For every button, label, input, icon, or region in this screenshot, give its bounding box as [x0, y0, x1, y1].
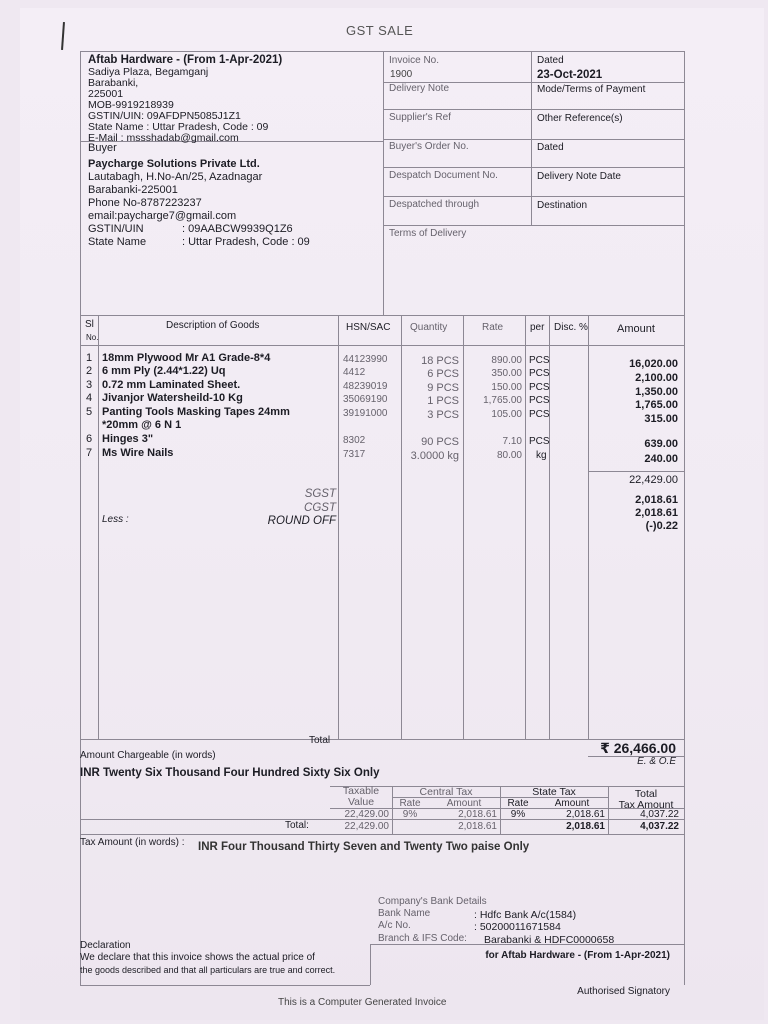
buyer-block	[88, 142, 310, 249]
document-title: GST SALE	[346, 23, 414, 38]
item-desc-2: *20mm @ 6 N 1	[102, 419, 182, 431]
top-border	[80, 51, 684, 52]
tax-row-central-rate: 9%	[402, 809, 418, 820]
meta-row5	[383, 196, 684, 197]
right-border	[684, 51, 685, 985]
item-amount: 315.00	[644, 413, 678, 425]
item-amount: 2,100.00	[635, 372, 678, 384]
item-amount: 1,350.00	[635, 386, 678, 398]
meta-row4	[383, 167, 684, 168]
header-rate: Rate	[482, 322, 504, 333]
subtotal-amount: 22,429.00	[629, 474, 678, 486]
state-rate-header: Rate	[507, 798, 529, 809]
seller-name: Aftab Hardware - (From 1-Apr-2021)	[88, 54, 283, 66]
item-desc: 6 mm Ply (2.44*1.22) Uq	[102, 365, 226, 377]
item-rate: 890.00	[491, 355, 522, 366]
buyer-line: Phone No-8787223237	[88, 197, 202, 209]
header-no: No.	[86, 333, 99, 342]
item-desc: Jivanjor Watersheild-10 Kg	[102, 392, 243, 404]
bank-name-value: : Hdfc Bank A/c(1584)	[474, 909, 577, 921]
invoice-date: 23-Oct-2021	[537, 69, 603, 81]
item-rate: 105.00	[491, 409, 522, 420]
item-amount: 240.00	[644, 453, 678, 465]
delivery-note-label: Delivery Note	[389, 83, 450, 94]
delivery-note-date-label: Delivery Note Date	[537, 171, 621, 182]
taxable-h2: Value	[347, 796, 375, 808]
total-tax-h1: Total	[634, 788, 658, 800]
other-refs-label: Other Reference(s)	[537, 113, 623, 124]
sgst-label: SGST	[304, 488, 336, 500]
suppliers-ref-label: Supplier's Ref	[389, 112, 451, 123]
declaration-line: the goods described and that all particulars are true and correct.	[80, 965, 336, 975]
central-tax-header: Central Tax	[419, 786, 473, 798]
meta-row3	[383, 139, 684, 140]
central-rate-header: Rate	[399, 798, 421, 809]
item-sl: 3	[86, 379, 93, 391]
grand-total-line	[588, 756, 684, 757]
invoice-no-label: Invoice No.	[389, 55, 440, 66]
tax-total-taxable: 22,429.00	[344, 821, 389, 832]
subtotal-line	[588, 471, 684, 472]
item-per: PCS	[529, 368, 550, 379]
tax-total-central-amount: 2,018.61	[458, 821, 497, 832]
item-per: kg	[536, 450, 547, 461]
words-label: Amount Chargeable (in words)	[80, 750, 216, 761]
item-rate: 80.00	[496, 450, 522, 461]
header-amount: Amount	[617, 323, 655, 335]
taxable-h1: Taxable	[342, 785, 380, 797]
item-sl: 1	[86, 352, 93, 364]
grand-total: ₹ 26,466.00	[600, 740, 676, 756]
tax-words-label: Tax Amount (in words) :	[80, 837, 185, 848]
total-label: Total	[309, 735, 331, 746]
state-amount-header: Amount	[554, 798, 590, 809]
buyer-line: Lautabagh, H.No-An/25, Azadnagar	[88, 171, 263, 183]
item-hsn: 39191000	[343, 408, 388, 419]
seller-line: 225001	[88, 88, 124, 100]
item-per: PCS	[529, 355, 550, 366]
tax-row-state-rate: 9%	[510, 809, 526, 820]
header-disc: Disc. %	[554, 322, 588, 333]
col-desc	[338, 315, 339, 739]
cgst-amount: 2,018.61	[635, 507, 678, 519]
item-desc: 18mm Plywood Mr A1 Grade-8*4	[102, 352, 271, 364]
item-hsn: 35069190	[343, 394, 388, 405]
buyer-line: email:paycharge7@gmail.com	[88, 210, 237, 222]
despatch-doc-label: Despatch Document No.	[389, 170, 498, 181]
seller-line: GSTIN/UIN: 09AFDPN5085J1Z1	[88, 110, 241, 122]
item-qty: 90 PCS	[421, 436, 459, 448]
item-qty: 3.0000 kg	[410, 450, 459, 462]
eoe-label: E. & O.E	[637, 756, 676, 767]
buyer-state-label: State Name	[88, 236, 147, 248]
despatched-through-label: Despatched through	[389, 199, 480, 210]
item-desc: Hinges 3"	[102, 433, 154, 445]
seller-line: MOB-9919218939	[88, 99, 174, 111]
item-hsn: 8302	[343, 435, 366, 446]
header-qty: Quantity	[410, 322, 448, 333]
bank-branch-value: Barabanki & HDFC0000658	[484, 934, 615, 946]
bank-branch-label: Branch & IFS Code:	[378, 933, 467, 944]
item-hsn: 4412	[343, 367, 366, 378]
item-amount: 639.00	[644, 438, 678, 450]
buyer-gstin-value: : 09AABCW9939Q1Z6	[182, 223, 293, 235]
invoice-no: 1900	[390, 69, 413, 80]
meta-row2	[383, 109, 684, 110]
seller-line: Barabanki,	[88, 77, 139, 89]
table-top-border	[80, 315, 684, 316]
header-per: per	[530, 322, 545, 333]
buyer-line: Barabanki-225001	[88, 184, 178, 196]
item-qty: 9 PCS	[427, 382, 459, 394]
buyers-order-label: Buyer's Order No.	[389, 141, 469, 152]
header-hsn: HSN/SAC	[346, 322, 391, 333]
signature-for: for Aftab Hardware - (From 1-Apr-2021)	[485, 950, 670, 961]
state-tax-header: State Tax	[532, 786, 576, 798]
signature-divider	[370, 944, 371, 985]
dated-label: Dated	[537, 55, 564, 66]
buyer-state-value: : Uttar Pradesh, Code : 09	[182, 236, 310, 248]
tax-words-value: INR Four Thousand Thirty Seven and Twenty Two paise Only	[198, 841, 530, 853]
roundoff-amount: (-)0.22	[645, 520, 678, 532]
signature-top	[370, 944, 684, 945]
item-sl: 4	[86, 392, 93, 404]
less-label: Less :	[102, 514, 129, 525]
terms-delivery-label: Terms of Delivery	[389, 228, 467, 239]
col-disc	[588, 315, 589, 739]
meta-divider	[383, 51, 384, 315]
seller-line: State Name : Uttar Pradesh, Code : 09	[88, 121, 269, 133]
authorised-signatory: Authorised Signatory	[577, 986, 670, 997]
header-desc: Description of Goods	[166, 320, 260, 331]
mode-terms-label: Mode/Terms of Payment	[537, 84, 646, 95]
item-hsn: 44123990	[343, 354, 388, 365]
item-amount: 16,020.00	[629, 358, 678, 370]
item-desc: Panting Tools Masking Tapes 24mm	[102, 406, 290, 418]
footer-note: This is a Computer Generated Invoice	[278, 997, 447, 1008]
item-qty: 6 PCS	[427, 368, 459, 380]
buyer-name: Paycharge Solutions Private Ltd.	[88, 158, 260, 170]
dated2-label: Dated	[537, 142, 564, 153]
item-rate: 7.10	[502, 436, 522, 447]
tax-row-state-amount: 2,018.61	[566, 809, 605, 820]
bank-acno-value: : 50200011671584	[474, 921, 561, 933]
roundoff-label: ROUND OFF	[267, 515, 336, 527]
col-hsn	[401, 315, 402, 739]
seller-line: Sadiya Plaza, Begamganj	[88, 66, 209, 78]
tax-total-total: 4,037.22	[640, 821, 679, 832]
col-sl	[98, 315, 99, 739]
tax-total-state-amount: 2,018.61	[566, 821, 605, 832]
item-per: PCS	[529, 409, 550, 420]
table-header-border	[80, 345, 684, 346]
tax-total-line	[80, 834, 684, 835]
tax-row-taxable: 22,429.00	[344, 809, 389, 820]
item-sl: 5	[86, 406, 93, 418]
destination-label: Destination	[537, 200, 588, 211]
item-qty: 18 PCS	[421, 355, 459, 367]
item-rate: 1,765.00	[483, 395, 522, 406]
buyer-gstin-label: GSTIN/UIN	[88, 223, 144, 235]
item-hsn: 48239019	[343, 381, 388, 392]
tax-row-central-amount: 2,018.61	[458, 809, 497, 820]
col-rate	[525, 315, 526, 739]
item-per: PCS	[529, 382, 550, 393]
item-sl: 6	[86, 433, 93, 445]
tax-row-total: 4,037.22	[640, 809, 679, 820]
item-sl: 7	[86, 447, 93, 459]
header-sl: Sl	[85, 319, 94, 330]
tax-total-label: Total:	[285, 820, 309, 831]
bank-acno-label: A/c No.	[378, 920, 411, 931]
buyer-heading: Buyer	[88, 142, 117, 154]
item-qty: 1 PCS	[427, 395, 459, 407]
cgst-label: CGST	[304, 502, 336, 514]
item-hsn: 7317	[343, 449, 366, 460]
central-amount-header: Amount	[446, 798, 482, 809]
item-per: PCS	[529, 395, 550, 406]
bank-name-label: Bank Name	[378, 908, 431, 919]
meta-row6	[383, 225, 684, 226]
item-amount: 1,765.00	[635, 399, 678, 411]
total-tax-h2: Tax Amount	[618, 799, 674, 811]
sgst-amount: 2,018.61	[635, 494, 678, 506]
item-rate: 150.00	[491, 382, 522, 393]
bottom-border	[80, 985, 370, 986]
item-desc: 0.72 mm Laminated Sheet.	[102, 379, 241, 391]
seller-line: E-Mail : mssshadab@gmail.com	[88, 132, 239, 144]
seller-block	[88, 54, 282, 144]
item-rate: 350.00	[491, 368, 522, 379]
declaration-line: We declare that this invoice shows the actual price of	[80, 952, 315, 963]
declaration-heading: Declaration	[80, 940, 131, 951]
item-desc: Ms Wire Nails	[102, 447, 174, 459]
item-sl: 2	[86, 365, 93, 377]
bank-heading: Company's Bank Details	[378, 896, 487, 907]
item-qty: 3 PCS	[427, 409, 459, 421]
item-per: PCS	[529, 436, 550, 447]
words-value: INR Twenty Six Thousand Four Hundred Sixty Six Only	[80, 767, 380, 779]
